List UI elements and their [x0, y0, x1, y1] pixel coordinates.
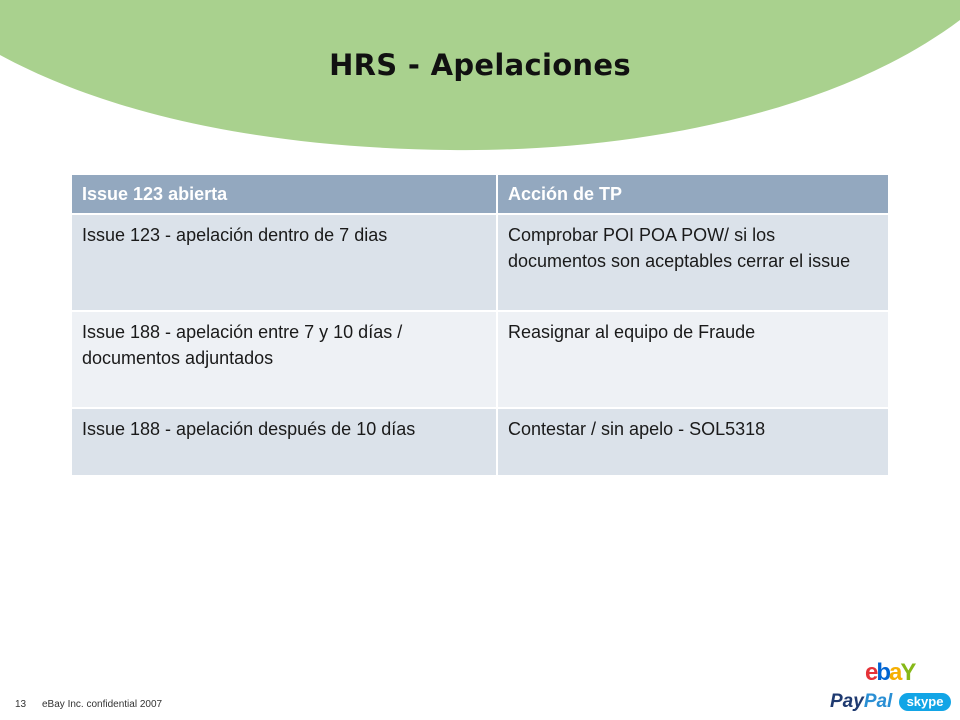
- table-header-cell: Issue 123 abierta: [72, 175, 497, 214]
- slide-title: HRS - Apelaciones: [329, 48, 631, 82]
- table-cell: Issue 188 - apelación entre 7 y 10 días / documentos adjuntados: [72, 311, 497, 408]
- svg-text:PayPal: PayPal: [830, 691, 893, 712]
- ebay-logo: [865, 659, 916, 686]
- table-row: [72, 311, 888, 408]
- table-header-cell: Acción de TP: [497, 175, 888, 214]
- table-header-row: [72, 175, 888, 214]
- table-cell: Contestar / sin apelo - SOL5318: [497, 408, 888, 475]
- page-number: 13: [15, 699, 27, 710]
- appeals-table: [72, 175, 888, 475]
- footer-confidential: eBay Inc. confidential 2007: [42, 699, 163, 710]
- table-cell: Reasignar al equipo de Fraude: [497, 311, 888, 408]
- table-row: [72, 408, 888, 475]
- table-cell: Issue 188 - apelación después de 10 días: [72, 408, 497, 475]
- table-cell: Comprobar POI POA POW/ si los documentos son aceptables cerrar el issue: [497, 214, 888, 311]
- svg-text:ebaY: ebaY: [865, 659, 915, 686]
- table-cell: Issue 123 - apelación dentro de 7 dias: [72, 214, 497, 311]
- paypal-logo: [830, 691, 893, 712]
- company-logos: [825, 655, 955, 715]
- svg-text:skype: skype: [906, 694, 944, 709]
- table-row: [72, 214, 888, 311]
- skype-logo: [899, 693, 951, 711]
